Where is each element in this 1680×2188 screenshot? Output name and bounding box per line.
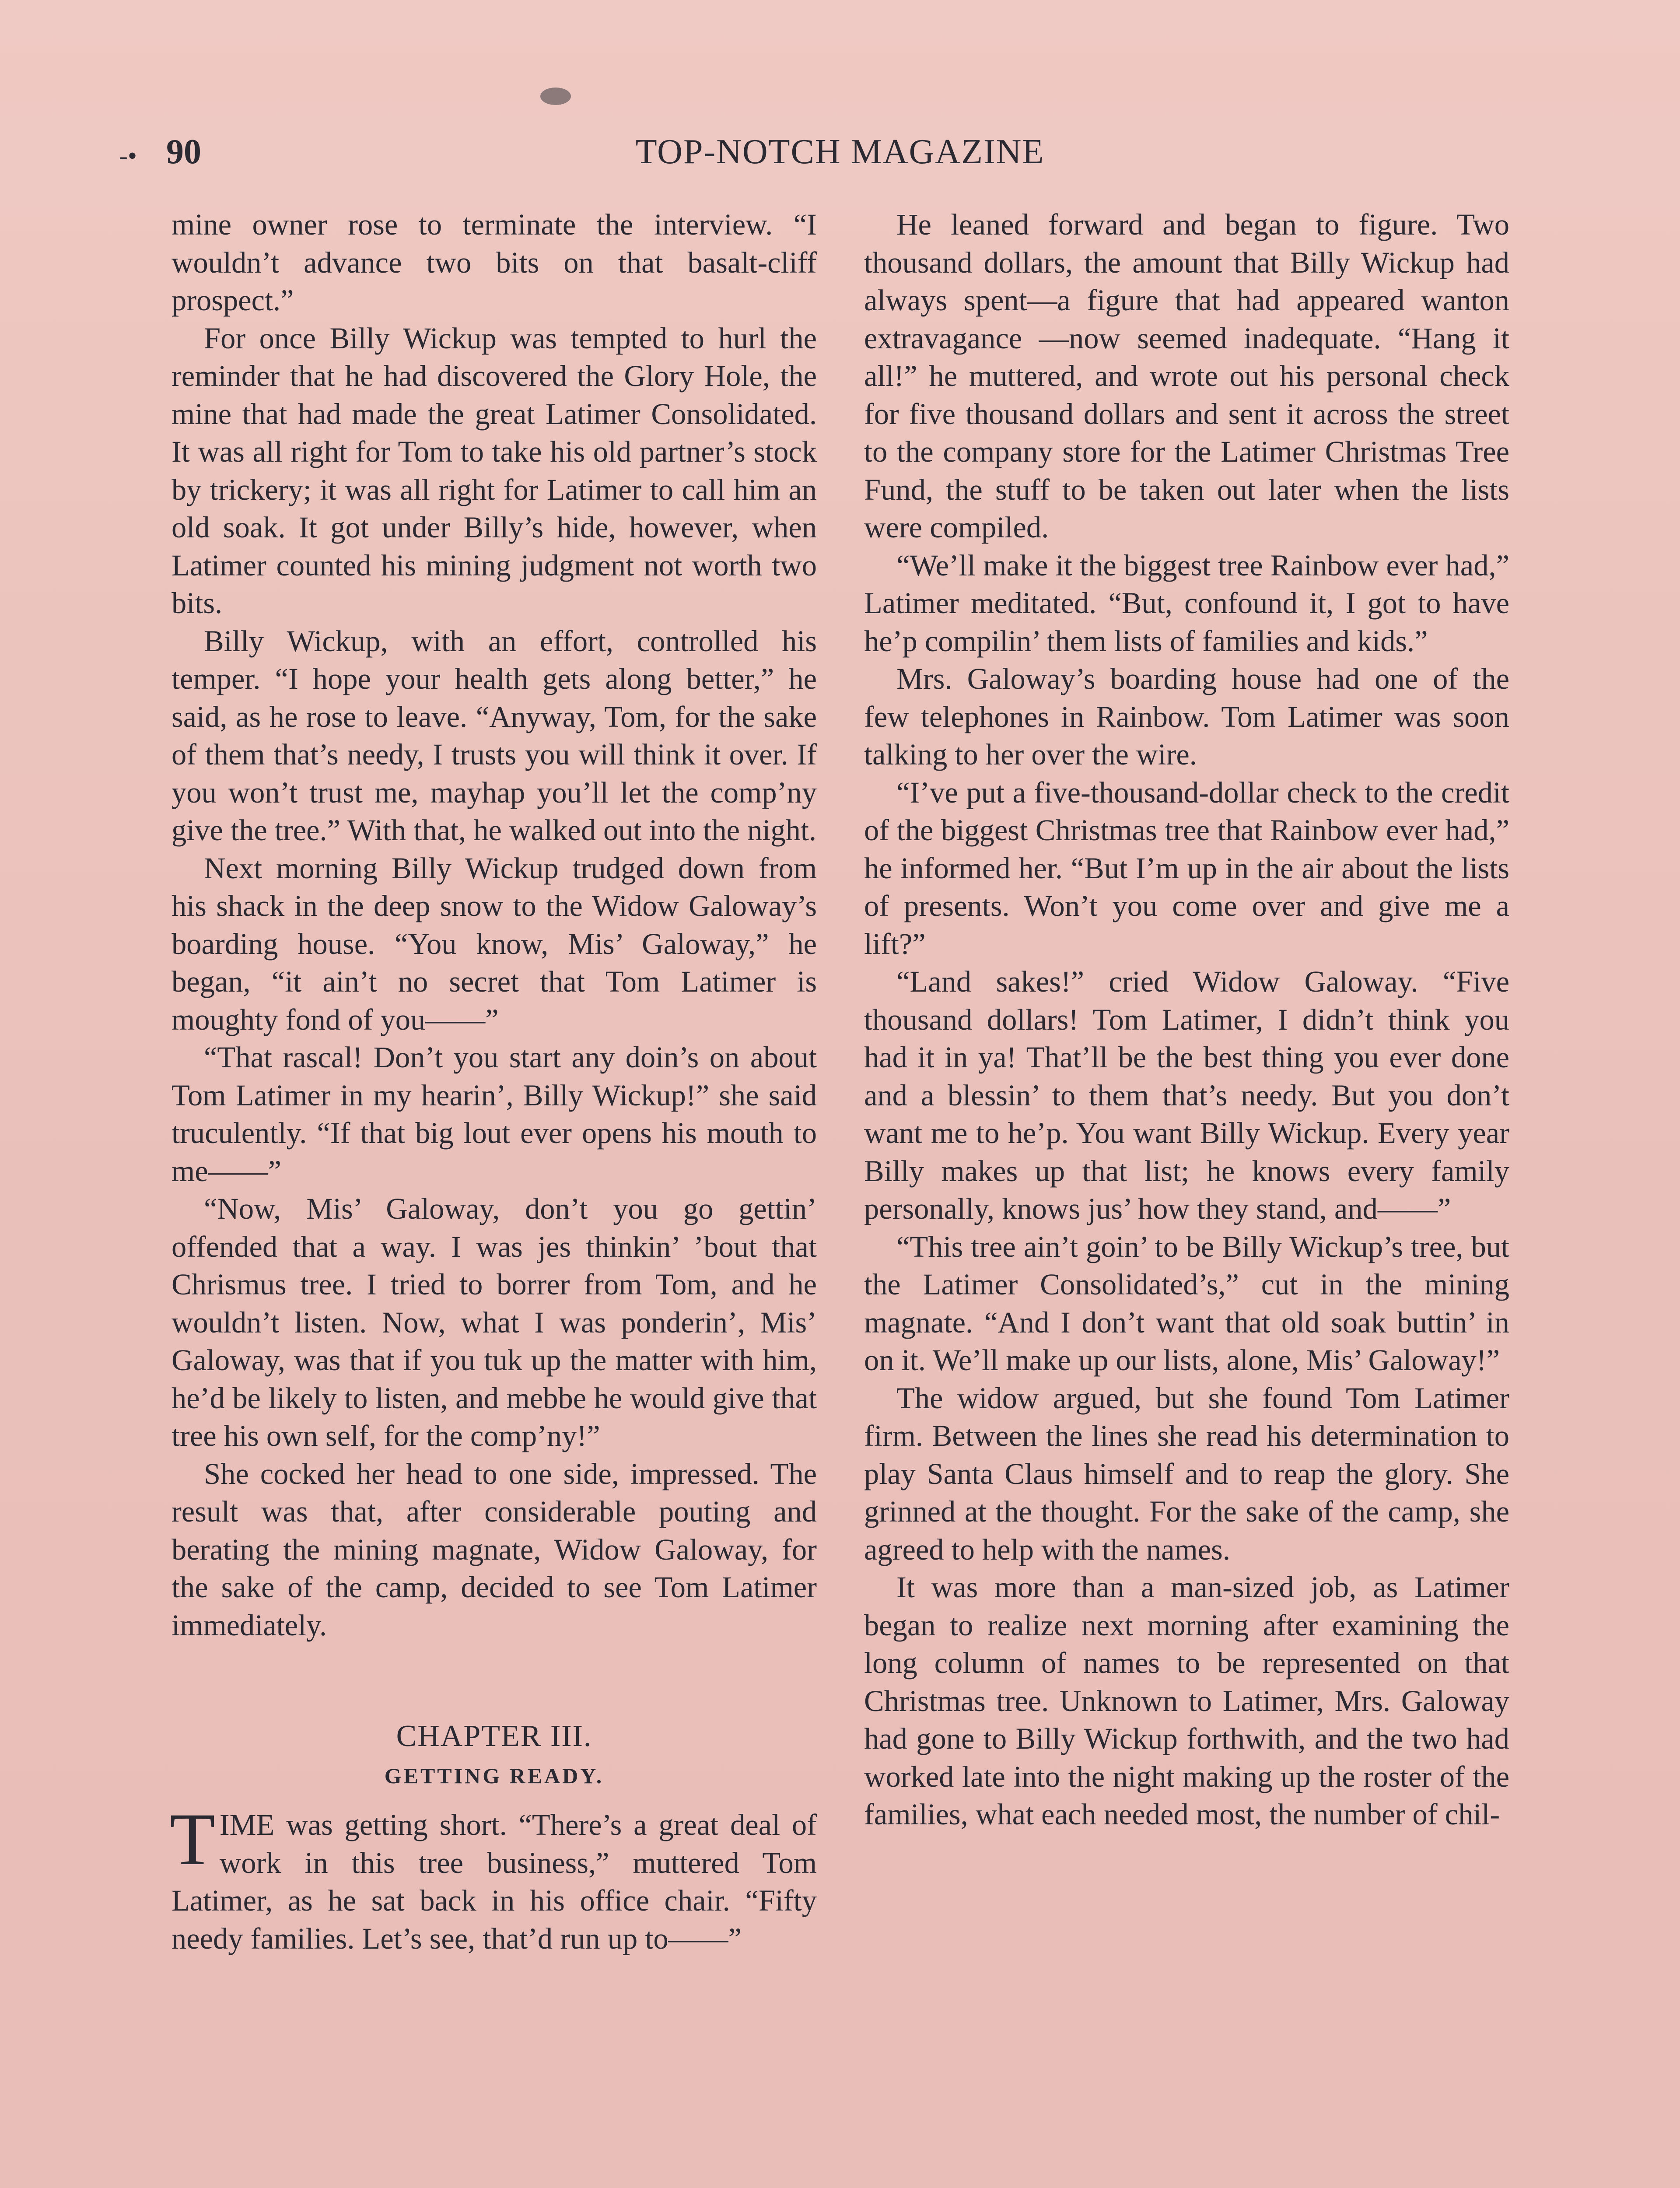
paragraph: She cocked her head to one side, impressed. The result was that, after considerable pouting and berating the mining magnate, Widow Galoway, for the sake of the camp, decided to see Tom Latimer immediately. <box>172 1457 817 1642</box>
paragraph: Mrs. Galoway’s boarding house had one of the few telephones in Rainbow. Tom Latimer was soon talking to her over the wire. <box>864 662 1509 771</box>
paragraph: He leaned forward and began to figure. Two thousand dollars, the amount that Billy Wickup had always spent—a figure that had appeared wanton extravagance —now seemed inadequate. “Hang it all!” he muttered, and wrote out his personal check for five thousand dollars and sent it across the street to the company store for the Latimer Christmas Tree Fund, the stuff to be taken out later when the lists were compiled. <box>864 208 1509 544</box>
right-column <box>864 206 1509 1834</box>
paragraph: The widow argued, but she found Tom Latimer firm. Between the lines she read his determination to play Santa Claus himself and to reap the glory. She grinned at the thought. For the sake of the camp, she agreed to help with the names. <box>864 1381 1509 1566</box>
paragraph: “Land sakes!” cried Widow Galoway. “Five thousand dollars! Tom Latimer, I didn’t think you had it in ya! That’ll be the best thing you ever done and a blessin’ to them that’s needy. But you don’t want me to he’p. You want Billy Wickup. Every year Billy makes up that list; he knows every family personally, knows jus’ how they stand, and——” <box>864 965 1509 1225</box>
paragraph: “We’ll make it the biggest tree Rainbow ever had,” Latimer meditated. “But, confound it, I got to have he’p compilin’ them lists of families and kids.” <box>864 548 1509 658</box>
paragraph: It was more than a man-sized job, as Latimer began to realize next morning after examining the long column of names to be represented on that Christmas tree. Unknown to Latimer, Mrs. Galoway had gone to Billy Wickup forthwith, and the two had worked late into the night making up the roster of the families, what each needed most, the number of chil- <box>864 1571 1509 1831</box>
chapter-opening-paragraph <box>170 1798 817 1957</box>
page-header <box>119 128 1549 176</box>
left-column <box>172 206 817 1957</box>
chapter-subtitle: GETTING READY. <box>384 1764 604 1788</box>
paragraph: For once Billy Wickup was tempted to hurl the reminder that he had discovered the Glory Hole, the mine that had made the great Latimer Consolidated. It was all right for Tom to take his old partner’s stock by trickery; it was all right for Latimer to call him an old soak. It got under Billy’s hide, however, when Latimer counted his mining judgment not worth two bits. <box>172 321 817 620</box>
drop-cap: T <box>170 1798 215 1880</box>
paragraph: Next morning Billy Wickup trudged down from his shack in the deep snow to the Widow Galoway’s boarding house. “You know, Mis’ Galoway,” he began, “it ain’t no secret that Tom Latimer is moughty fond of you——” <box>172 851 817 1036</box>
ink-blot <box>540 88 571 105</box>
paragraph: Billy Wickup, with an effort, controlled his temper. “I hope your health gets along better,” he said, as he rose to leave. “Anyway, Tom, for the sake of them that’s needy, I trusts you will think it over. If you won’t trust me, mayhap you’ll let the comp’ny give the tree.” With that, he walked out into the night. <box>172 624 817 847</box>
chapter-title: CHAPTER III. <box>396 1719 592 1753</box>
paragraph: mine owner rose to terminate the interview. “I wouldn’t advance two bits on that basalt-cliff prospect.” <box>172 208 817 317</box>
page-number: 90 <box>166 133 201 171</box>
running-title: TOP-NOTCH MAGAZINE <box>635 133 1045 171</box>
paragraph: “I’ve put a five-thousand-dollar check to the credit of the biggest Christmas tree that Rainbow ever had,” he informed her. “But I’m up in the air about the lists of presents. Won’t you come over and give me a lift?” <box>864 775 1509 961</box>
paragraph-text: IME was getting short. “There’s a great deal of work in this tree business,” muttered Tom Latimer, as he sat back in his office chair. “Fifty needy families. Let’s see, that’d run up to——” <box>172 1808 817 1955</box>
paragraph: “This tree ain’t goin’ to be Billy Wickup’s tree, but the Latimer Consolidated’s,” cut in the mining magnate. “And I don’t want that old soak buttin’ in on it. We’ll make up our lists, alone, Mis’ Galoway!” <box>864 1230 1509 1377</box>
margin-mark: -• <box>119 141 137 170</box>
paragraph: “That rascal! Don’t you start any doin’s on about Tom Latimer in my hearin’, Billy Wickup!” she said truculently. “If that big lout ever opens his mouth to me——” <box>172 1041 817 1188</box>
paragraph: “Now, Mis’ Galoway, don’t you go gettin’ offended that a way. I was jes thinkin’ ’bout that Chrismus tree. I tried to borrer from Tom, and he wouldn’t listen. Now, what I was ponderin’, Mis’ Galoway, was that if you tuk up the matter with him, he’d be likely to listen, and mebbe he would give that tree his own self, for the comp’ny!” <box>172 1192 817 1452</box>
